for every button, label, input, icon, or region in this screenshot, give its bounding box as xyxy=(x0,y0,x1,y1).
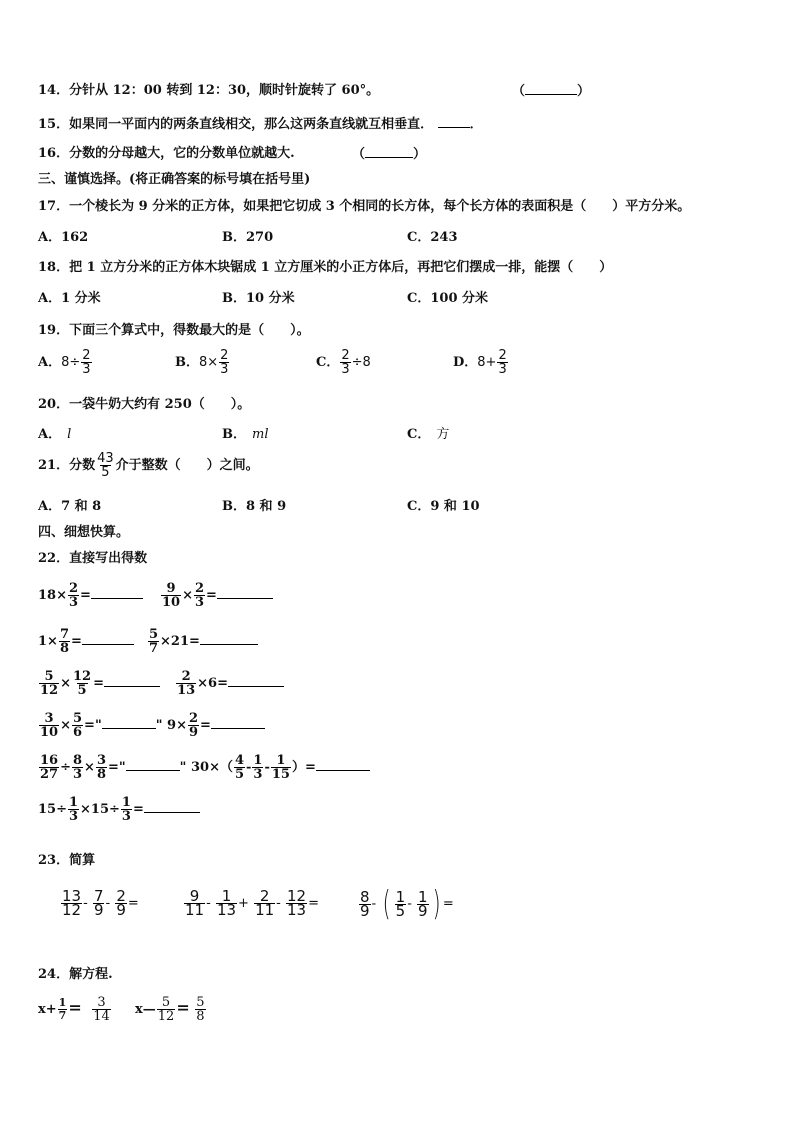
text-fragment: 方 xyxy=(436,427,450,442)
question-text: 如果同一平面内的两条直线相交，那么这两条直线就互相垂直． xyxy=(69,117,434,132)
text-fragment: 3 xyxy=(82,362,91,377)
text-fragment: 5 xyxy=(77,683,87,698)
text-fragment: =" xyxy=(108,760,126,775)
text-fragment: 3 xyxy=(195,595,205,610)
question-number: 21． xyxy=(38,458,70,473)
question-number: 24． xyxy=(38,967,70,982)
option-a[interactable] xyxy=(38,349,93,376)
text-fragment: x— xyxy=(135,1002,156,1017)
fraction xyxy=(157,996,176,1023)
text-fragment: 1× xyxy=(38,634,58,649)
fraction xyxy=(234,754,245,781)
question-text: 一袋牛奶大约有 250（ ）。 xyxy=(69,397,251,412)
fraction xyxy=(93,887,105,919)
fraction xyxy=(340,349,350,376)
text-fragment: 18× xyxy=(38,588,67,603)
text-fragment: 13 xyxy=(62,887,82,905)
text-fragment: - xyxy=(371,896,377,912)
question-number: 20． xyxy=(38,397,70,412)
fraction xyxy=(176,670,196,697)
text-fragment: C． xyxy=(407,427,431,442)
fraction xyxy=(68,582,79,609)
text-fragment: " xyxy=(179,760,187,775)
text-fragment: 3 xyxy=(341,362,350,377)
text-fragment: 9 xyxy=(93,901,104,919)
text-fragment: 9 xyxy=(189,887,200,905)
text-fragment: - xyxy=(264,760,270,775)
text-fragment: - xyxy=(83,896,88,911)
fraction xyxy=(59,628,70,655)
text-fragment: 3 xyxy=(96,753,106,768)
fraction xyxy=(286,887,307,919)
question-text: 把 1 立方分米的正方体木块锯成 1 立方厘米的小正方体后，再把它们摆成一排，能摆（ ） xyxy=(69,260,613,275)
question-20 xyxy=(38,396,250,414)
option-a[interactable]: A．7 和 8 xyxy=(38,499,102,514)
option-b[interactable]: B．270 xyxy=(222,230,274,245)
text-fragment: 2 xyxy=(195,581,205,596)
text-fragment: 12 xyxy=(40,683,59,698)
text-fragment: × xyxy=(60,676,71,691)
fraction xyxy=(216,887,237,919)
text-fragment: 8 xyxy=(73,753,83,768)
option-c[interactable]: C．100 分米 xyxy=(407,291,489,306)
option-b[interactable] xyxy=(175,349,230,376)
calc-row-2 xyxy=(38,628,258,655)
option-b[interactable]: B．10 分米 xyxy=(222,291,295,306)
fraction xyxy=(39,670,59,697)
text-fragment: 2 xyxy=(68,581,79,596)
text-fragment: - xyxy=(105,896,111,911)
text-fragment: = xyxy=(80,588,91,603)
text-fragment: 13 xyxy=(177,683,196,698)
text-fragment: = xyxy=(68,998,82,1017)
fraction xyxy=(72,712,83,739)
text-fragment: = xyxy=(308,896,320,911)
option-c[interactable] xyxy=(316,349,371,376)
fraction xyxy=(148,628,159,655)
text-fragment: 3 xyxy=(220,362,229,377)
fraction xyxy=(68,796,79,823)
simplify-expression-2 xyxy=(183,887,320,919)
simplify-expression-1 xyxy=(60,887,139,919)
question-title: 解方程. xyxy=(69,967,113,982)
text-fragment: = xyxy=(71,634,82,649)
text-fragment: ）= xyxy=(291,760,316,775)
text-fragment: 1 xyxy=(68,795,79,810)
question-number: 15． xyxy=(38,117,70,132)
text-fragment: 1 xyxy=(58,996,67,1009)
question-17 xyxy=(38,198,690,216)
option-a[interactable]: A．162 xyxy=(38,230,89,245)
text-fragment: 1 xyxy=(276,753,286,768)
section-heading: 三、谨慎选择。(将正确答案的标号填在括号里) xyxy=(38,172,311,187)
text-fragment: ×6= xyxy=(197,676,228,691)
text-fragment: ) xyxy=(432,884,441,924)
text-fragment: 1 xyxy=(253,753,263,768)
question-text: 介于整数（ ）之间。 xyxy=(115,458,259,473)
calc-row-4 xyxy=(38,712,265,739)
text-fragment: 分数 xyxy=(69,458,96,473)
text-fragment: 2 xyxy=(498,348,507,363)
text-fragment: ml xyxy=(252,427,269,442)
option-b[interactable] xyxy=(222,426,269,444)
fraction xyxy=(72,754,83,781)
text-fragment: C． xyxy=(316,355,340,370)
answer-blank[interactable] xyxy=(82,632,134,645)
text-fragment: （ xyxy=(512,84,526,99)
text-fragment: x+ xyxy=(38,1002,57,1017)
answer-blank[interactable] xyxy=(365,145,413,158)
text-fragment: - xyxy=(206,896,211,911)
text-fragment: 7 xyxy=(59,627,69,642)
text-fragment: " xyxy=(155,718,163,733)
fraction xyxy=(161,582,181,609)
question-number: 18． xyxy=(38,260,70,275)
question-text: 分针从 12：00 转到 12：30，顺时针旋转了 60°。 xyxy=(69,83,380,98)
fraction xyxy=(252,754,263,781)
question-18 xyxy=(38,259,612,277)
text-fragment: 1 xyxy=(395,887,406,906)
question-title: 简算 xyxy=(69,853,96,868)
text-fragment: × xyxy=(84,760,95,775)
option-d[interactable] xyxy=(453,349,509,376)
text-fragment: 3 xyxy=(97,995,106,1010)
text-fragment: 7 xyxy=(58,1009,67,1022)
fraction xyxy=(96,754,107,781)
text-fragment: 2 xyxy=(116,887,126,905)
text-fragment: 7 xyxy=(148,641,159,656)
text-fragment: 8÷ xyxy=(61,355,81,370)
text-fragment: （ xyxy=(352,147,366,162)
text-fragment: 13 xyxy=(287,901,307,919)
answer-blank[interactable] xyxy=(211,716,265,729)
question-text: 一个棱长为 9 分米的正方体，如果把它切成 3 个相同的长方体，每个长方体的表面积是（ ）平方分米。 xyxy=(69,199,691,214)
question-14 xyxy=(38,82,379,100)
text-fragment: 5 xyxy=(161,995,171,1010)
fraction xyxy=(61,887,82,919)
text-fragment: 7 xyxy=(93,887,104,905)
text-fragment: 10 xyxy=(162,595,181,610)
text-fragment: 2 xyxy=(82,348,91,363)
text-fragment: B． xyxy=(175,355,199,370)
text-fragment: 5 xyxy=(73,711,83,726)
fraction xyxy=(96,452,115,479)
text-fragment: 9 xyxy=(418,901,428,920)
answer-blank[interactable] xyxy=(200,632,258,645)
text-fragment: 8 xyxy=(196,1009,205,1024)
text-fragment: ( xyxy=(383,884,392,924)
option-a[interactable]: A．1 分米 xyxy=(38,291,101,306)
question-23 xyxy=(38,852,95,870)
text-fragment: 3 xyxy=(498,362,507,377)
text-fragment: ． xyxy=(469,117,483,132)
text-fragment: ） xyxy=(577,84,591,99)
question-15 xyxy=(38,115,483,134)
text-fragment: 4 xyxy=(234,753,245,768)
answer-blank[interactable] xyxy=(525,82,577,95)
text-fragment: D． xyxy=(453,355,478,370)
text-fragment: × xyxy=(182,588,193,603)
text-fragment: = xyxy=(206,588,217,603)
text-fragment: 16 xyxy=(40,753,59,768)
text-fragment: 9 xyxy=(116,901,126,919)
text-fragment: 1 xyxy=(121,795,131,810)
text-fragment: = xyxy=(442,896,454,912)
option-c[interactable]: C．9 和 10 xyxy=(407,499,480,514)
text-fragment: 1 xyxy=(418,887,428,906)
text-fragment: 12 xyxy=(73,669,92,684)
text-fragment: 8 xyxy=(360,887,370,906)
answer-blank[interactable] xyxy=(104,674,160,687)
question-text: 分数的分母越大，它的分数单位就越大. xyxy=(69,146,295,161)
answer-blank[interactable] xyxy=(316,758,370,771)
text-fragment: 5 xyxy=(44,669,54,684)
fraction xyxy=(359,887,371,920)
fraction xyxy=(81,349,91,376)
text-fragment: 11 xyxy=(185,901,205,919)
text-fragment: 14 xyxy=(93,1009,110,1024)
text-fragment: 10 xyxy=(40,725,59,740)
text-fragment: 9× xyxy=(167,718,187,733)
fraction xyxy=(195,996,205,1023)
question-number: 19． xyxy=(38,323,70,338)
question-number: 14． xyxy=(38,83,70,98)
text-fragment: 5 xyxy=(148,627,159,642)
fraction xyxy=(219,349,229,376)
question-title: 直接写出得数 xyxy=(69,551,148,566)
text-fragment: 2 xyxy=(188,711,199,726)
text-fragment: 15÷ xyxy=(38,802,67,817)
calc-row-3 xyxy=(38,670,284,697)
text-fragment: 9 xyxy=(166,581,176,596)
answer-paren-14 xyxy=(512,82,590,101)
answer-blank[interactable] xyxy=(438,115,470,128)
question-16 xyxy=(38,145,295,163)
text-fragment: A． xyxy=(38,427,62,442)
text-fragment: + xyxy=(238,896,249,911)
answer-blank[interactable] xyxy=(91,586,143,599)
text-fragment: 9 xyxy=(188,725,199,740)
text-fragment: 2 xyxy=(341,348,350,363)
text-fragment: 13 xyxy=(216,901,237,919)
text-fragment: 30×（ xyxy=(190,760,233,775)
text-fragment: × xyxy=(60,718,71,733)
text-fragment: 3 xyxy=(44,711,54,726)
text-fragment: l xyxy=(67,427,72,442)
question-number: 16． xyxy=(38,146,70,161)
fraction xyxy=(497,349,507,376)
text-fragment: 3 xyxy=(68,809,79,824)
fraction xyxy=(92,996,111,1023)
text-fragment: 1 xyxy=(221,887,232,905)
option-c[interactable] xyxy=(407,426,449,444)
text-fragment: 5 xyxy=(234,767,245,782)
text-fragment: - xyxy=(246,760,252,775)
text-fragment: 15 xyxy=(271,767,290,782)
calc-row-5 xyxy=(38,754,370,781)
text-fragment: ×15÷ xyxy=(80,802,120,817)
answer-blank[interactable] xyxy=(126,758,180,771)
text-fragment: = xyxy=(127,896,139,911)
text-fragment: A． xyxy=(38,355,62,370)
text-fragment: = xyxy=(176,998,190,1017)
text-fragment: 43 xyxy=(97,451,114,466)
question-21 xyxy=(38,452,259,479)
answer-blank[interactable] xyxy=(228,674,284,687)
fraction xyxy=(39,754,59,781)
fraction xyxy=(395,887,407,920)
equation-1 xyxy=(38,996,112,1023)
calc-row-6 xyxy=(38,796,200,823)
text-fragment: 27 xyxy=(40,767,59,782)
text-fragment: 2 xyxy=(181,669,191,684)
question-19 xyxy=(38,322,310,340)
answer-blank[interactable] xyxy=(144,800,200,813)
fraction xyxy=(271,754,291,781)
question-number: 17． xyxy=(38,199,70,214)
option-c[interactable]: C．243 xyxy=(407,230,458,245)
text-fragment: 12 xyxy=(62,901,82,919)
text-fragment: 8× xyxy=(199,355,219,370)
text-fragment: 3 xyxy=(253,767,263,782)
text-fragment: 6 xyxy=(73,725,83,740)
text-fragment: - xyxy=(407,896,412,912)
question-24 xyxy=(38,966,113,984)
text-fragment: 11 xyxy=(255,901,275,919)
answer-blank[interactable] xyxy=(102,716,156,729)
text-fragment: 9 xyxy=(360,901,370,920)
answer-paren-16 xyxy=(352,145,426,164)
question-number: 22． xyxy=(38,551,70,566)
fraction xyxy=(417,887,429,920)
simplify-expression-3 xyxy=(358,884,454,924)
fraction xyxy=(188,712,199,739)
text-fragment: 8+ xyxy=(477,355,497,370)
text-fragment: 12 xyxy=(287,887,307,905)
text-fragment: 8 xyxy=(59,641,69,656)
fraction xyxy=(194,582,205,609)
text-fragment: ） xyxy=(413,147,427,162)
text-fragment: 3 xyxy=(73,767,83,782)
text-fragment: = xyxy=(93,676,104,691)
fraction xyxy=(184,887,205,919)
question-text: 下面三个算式中，得数最大的是（ ）。 xyxy=(69,323,310,338)
option-b[interactable]: B．8 和 9 xyxy=(222,499,287,514)
fraction xyxy=(58,997,68,1022)
text-fragment: ÷ xyxy=(60,760,71,775)
text-fragment: 2 xyxy=(220,348,229,363)
text-fragment: 3 xyxy=(121,809,131,824)
text-fragment: = xyxy=(200,718,211,733)
text-fragment: 3 xyxy=(68,595,79,610)
fraction xyxy=(72,670,92,697)
fraction xyxy=(121,796,132,823)
fraction xyxy=(39,712,59,739)
section-heading: 四、细想快算。 xyxy=(38,525,130,540)
text-fragment: 8 xyxy=(96,767,106,782)
text-fragment: - xyxy=(276,896,281,911)
fraction xyxy=(254,887,275,919)
question-number: 23． xyxy=(38,853,70,868)
option-a[interactable] xyxy=(38,426,71,444)
question-22 xyxy=(38,550,147,568)
text-fragment: 5 xyxy=(395,901,406,920)
text-fragment: ÷8 xyxy=(351,355,371,370)
text-fragment: ×21= xyxy=(160,634,200,649)
calc-row-1 xyxy=(38,582,273,609)
text-fragment: B． xyxy=(222,427,246,442)
text-fragment: 5 xyxy=(101,465,110,480)
text-fragment: =" xyxy=(84,718,102,733)
equation-2 xyxy=(135,996,207,1023)
fraction xyxy=(115,887,127,919)
answer-blank[interactable] xyxy=(217,586,273,599)
text-fragment: = xyxy=(132,802,144,817)
text-fragment: 5 xyxy=(196,995,205,1010)
text-fragment: 2 xyxy=(259,887,270,905)
text-fragment: 12 xyxy=(157,1009,175,1024)
